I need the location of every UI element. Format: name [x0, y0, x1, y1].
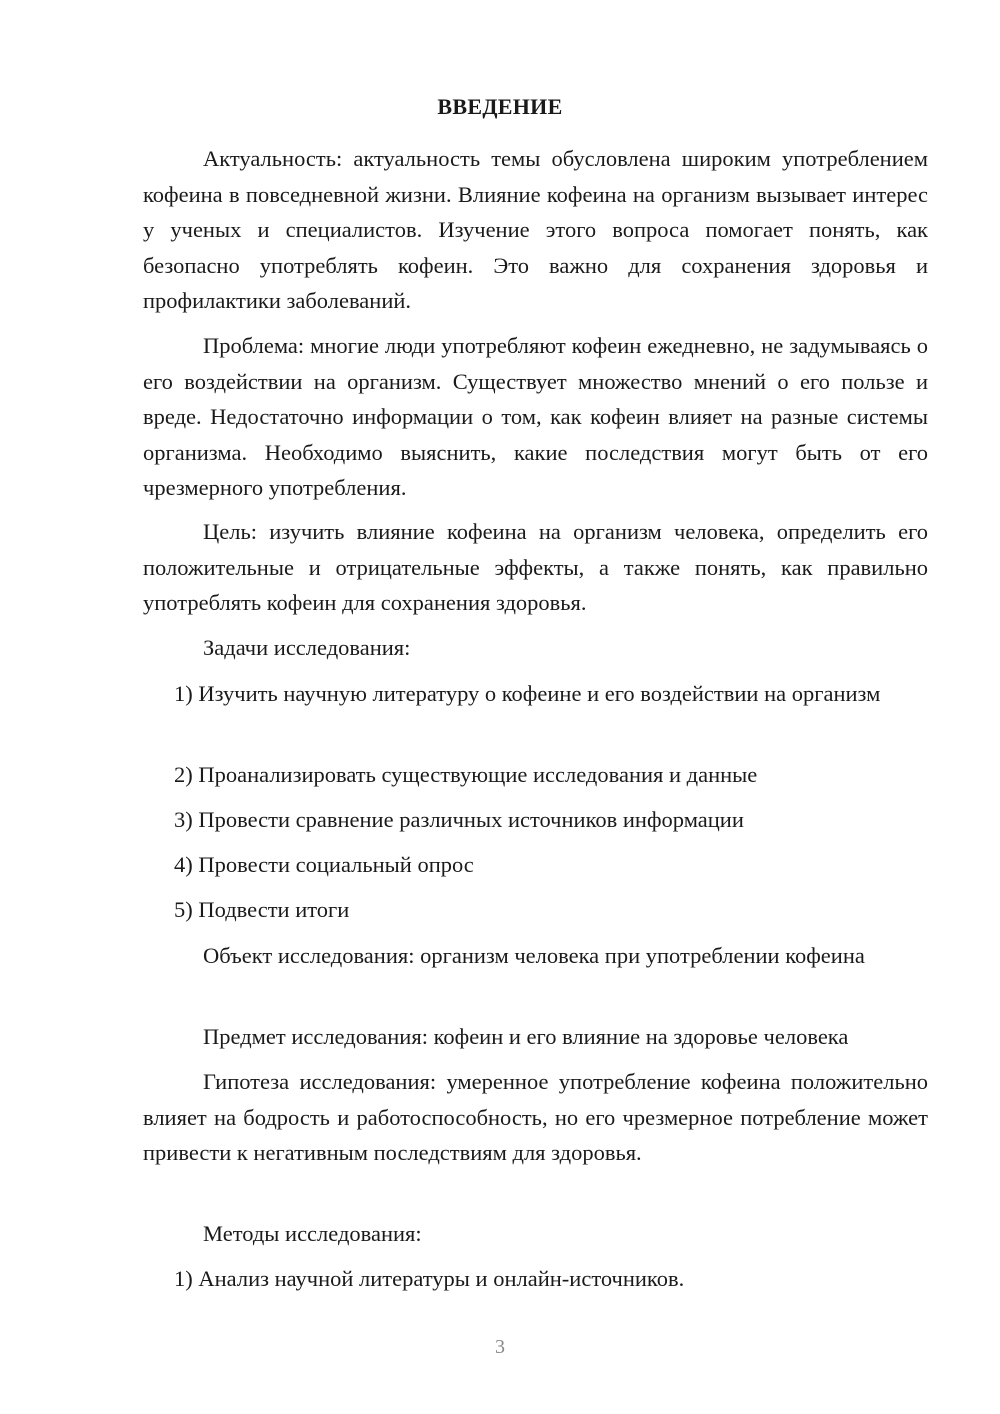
- task-item-2: 2) Проанализировать существующие исследования и данные: [174, 762, 758, 787]
- task-item-4: 4) Провести социальный опрос: [174, 852, 474, 877]
- tasks-title: Задачи исследования:: [203, 635, 411, 660]
- methods-title: Методы исследования:: [203, 1221, 422, 1246]
- task-item-5: 5) Подвести итоги: [174, 897, 350, 922]
- hypothesis-paragraph: Гипотеза исследования: умеренное употребление кофеина положительно влияет на бодрость и работоспособность, но его чрезмерное потребление может привести к негативным последствиям для здоровья.: [143, 1069, 928, 1165]
- task-item-3: 3) Провести сравнение различных источников информации: [174, 807, 744, 832]
- relevance-paragraph: Актуальность: актуальность темы обусловлена широким употреблением кофеина в повседневной жизни. Влияние кофеина на организм вызывает интерес у ученых и специалистов. Изучение этого вопроса помогает понять, как безопасно употреблять кофеин. Это важно для сохранения здоровья и профилактики заболеваний.: [143, 146, 928, 313]
- goal-paragraph: Цель: изучить влияние кофеина на организм человека, определить его положительные и отрицательные эффекты, а также понять, как правильно употреблять кофеин для сохранения здоровья.: [143, 519, 928, 615]
- section-heading: ВВЕДЕНИЕ: [437, 94, 563, 119]
- task-item-1: 1) Изучить научную литературу о кофеине и его воздействии на организм: [174, 681, 881, 706]
- subject-paragraph: Предмет исследования: кофеин и его влияние на здоровье человека: [203, 1024, 849, 1049]
- problem-paragraph: Проблема: многие люди употребляют кофеин ежедневно, не задумываясь о его воздействии на организм. Существует множество мнений о его пользе и вреде. Недостаточно информации о том, как кофеин влияет на разные системы организма. Необходимо выяснить, какие последствия могут быть от его чрезмерного употребления.: [143, 333, 928, 500]
- method-item-1: 1) Анализ научной литературы и онлайн-источников.: [174, 1266, 685, 1291]
- object-paragraph: Объект исследования: организм человека при употреблении кофеина: [203, 943, 865, 968]
- page-number: 3: [495, 1336, 505, 1358]
